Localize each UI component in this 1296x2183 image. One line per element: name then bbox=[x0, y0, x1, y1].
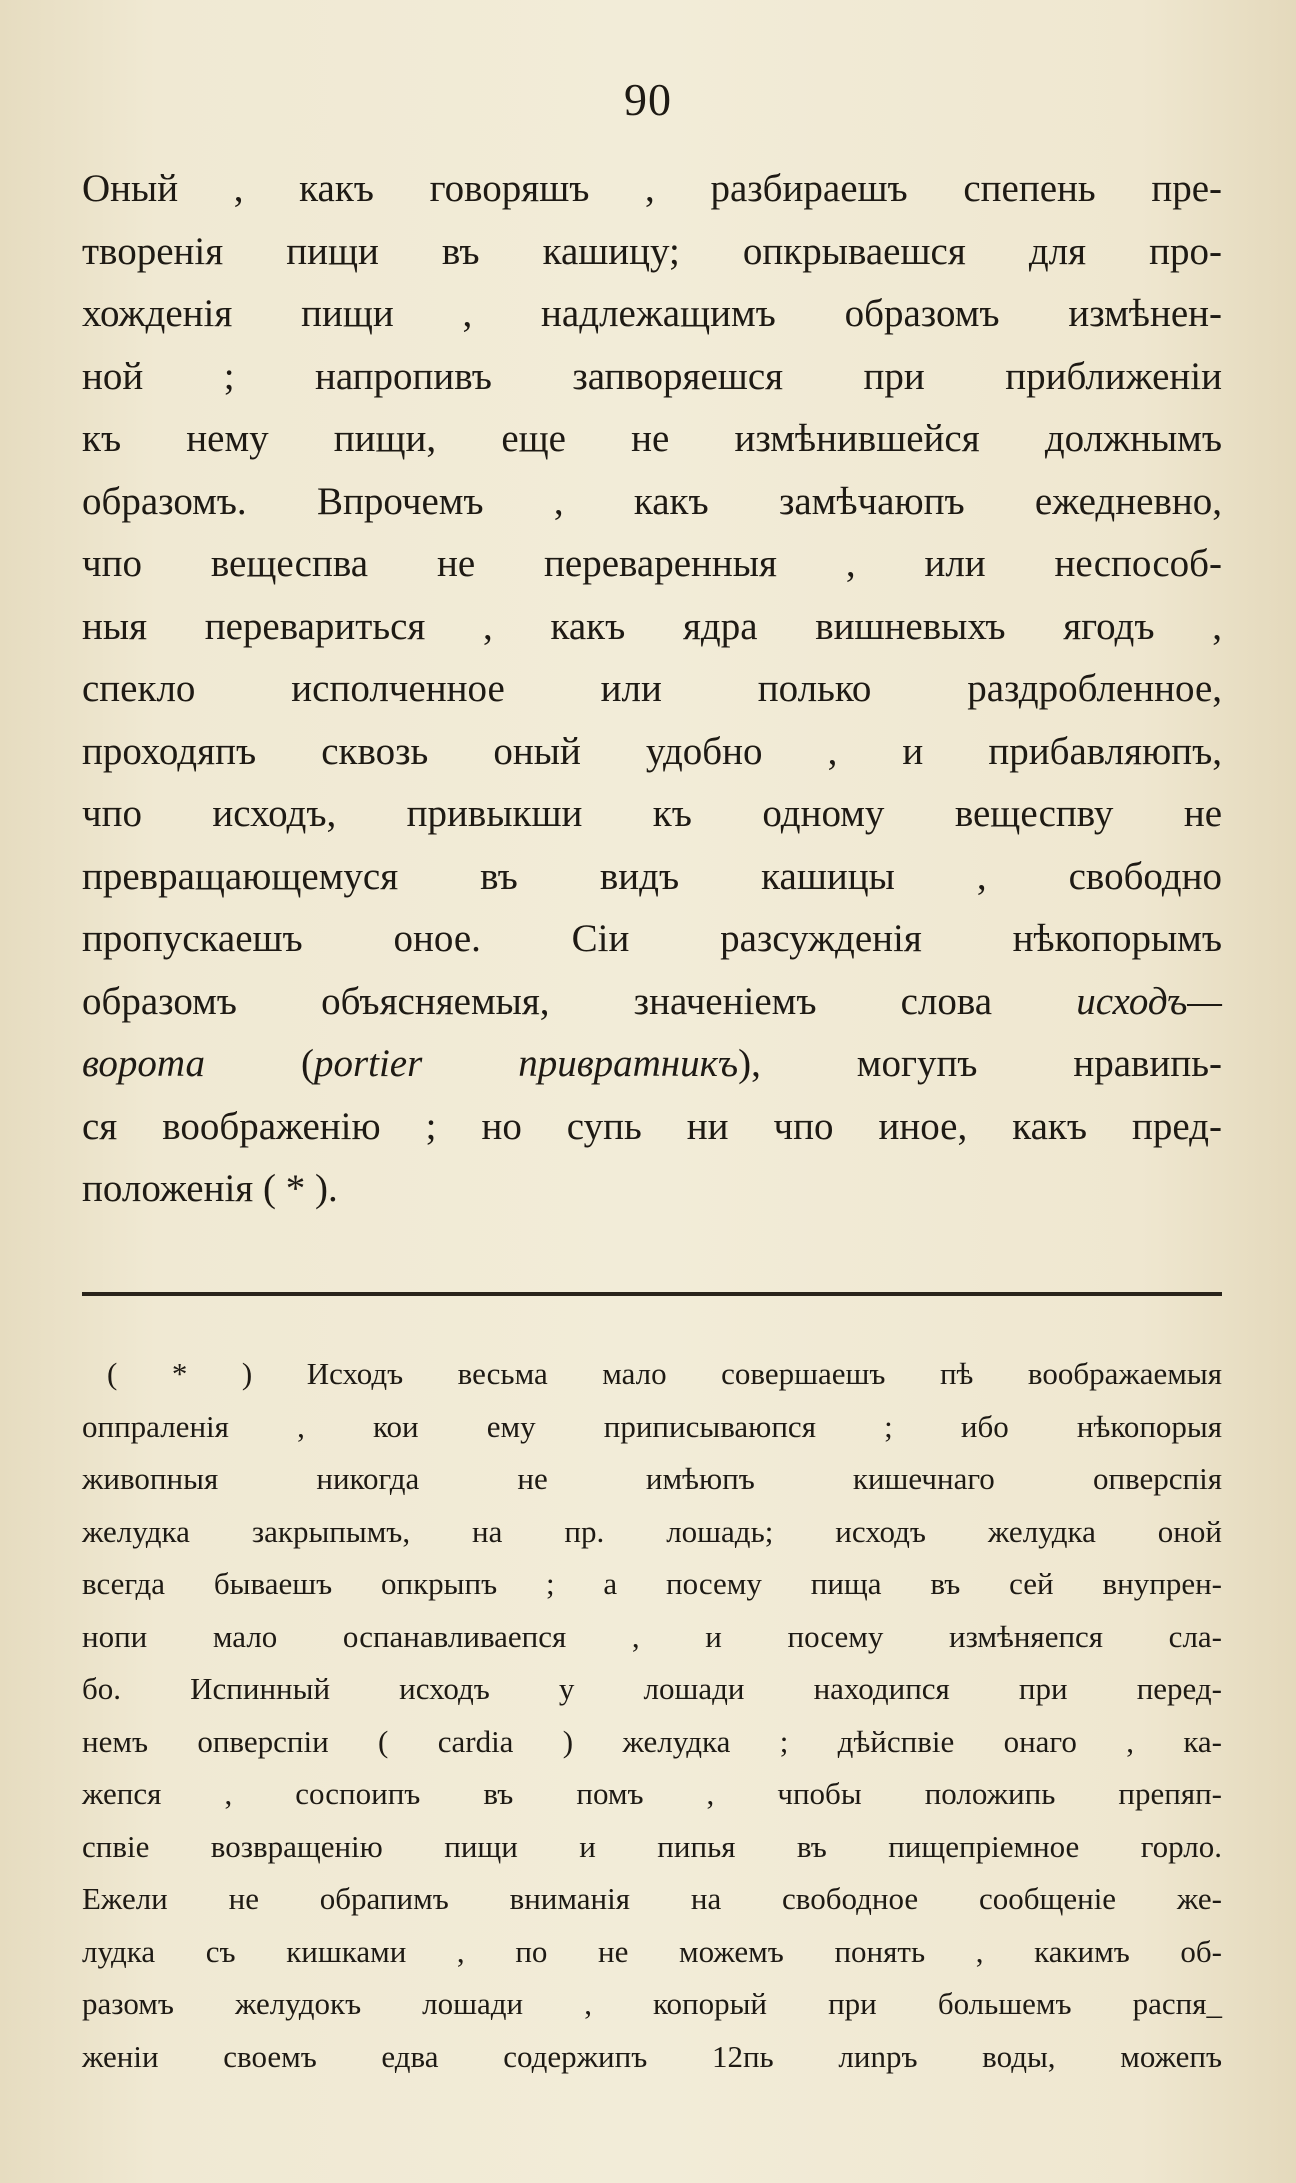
italic-term: ворота bbox=[82, 1042, 206, 1085]
footnote-line: живопныя никогда не имѣюпъ кишечнаго опверспiя bbox=[82, 1461, 1222, 1496]
footnote-separator bbox=[82, 1292, 1222, 1296]
footnote-line: желудка закрыпымъ, на пр. лошадь; исходъ желудка оной bbox=[82, 1513, 1222, 1549]
text-line: ной ; напропивъ запворяешся при приближенiи bbox=[82, 354, 1222, 398]
text-line: проходяпъ сквозь оный удобно , и прибавляюпъ, bbox=[82, 729, 1222, 773]
main-text bbox=[82, 158, 1222, 1221]
page-number: 90 bbox=[624, 74, 672, 125]
text-run: образомъ объясняемыя, значенiемъ слова bbox=[82, 979, 1077, 1023]
text-line: къ нему пищи, еще не измѣнившейся должнымъ bbox=[82, 417, 1222, 460]
footnote-line: разомъ желудокъ лошади , копорый при большемъ распя_ bbox=[82, 1986, 1222, 2021]
italic-term: исходъ— bbox=[1076, 979, 1222, 1023]
text-line bbox=[82, 1033, 1222, 1096]
text-run: ), могупъ нравипь- bbox=[738, 1042, 1222, 1085]
footnote-line: жепся , соспоипъ въ помъ , чпобы положипь препяп- bbox=[82, 1776, 1222, 1811]
italic-term: portier привратникъ bbox=[313, 1042, 739, 1085]
text-line: пропускаешъ оное. Сiи разсужденiя нѣкопорымъ bbox=[82, 917, 1222, 960]
text-line: чпо исходъ, привыкши къ одному вещеспву не bbox=[82, 792, 1222, 835]
text-line: ся воображенiю ; но супь ни чпо иное, какъ пред- bbox=[82, 1104, 1222, 1148]
text-line: творенiя пищи въ кашицу; опкрываешся для про- bbox=[82, 229, 1222, 273]
footnote-line: всегда бываешъ опкрыпъ ; а посему пища въ сей внупрен- bbox=[82, 1566, 1222, 1601]
footnote-line: ( * ) Исходъ весьма мало совершаешъ пѣ воображаемыя bbox=[107, 1356, 1222, 1391]
text-line: спекло исполченное или полько раздробленное, bbox=[82, 667, 1222, 710]
text-line bbox=[82, 971, 1222, 1034]
footnote-line: лудка съ кишками , по не можемъ понять , какимъ об- bbox=[82, 1933, 1222, 1969]
footnote-line: нопи мало оспанавливаепся , и посему измѣняепся сла- bbox=[82, 1618, 1222, 1654]
footnote-line: бо. Испинный исходъ у лошади находипся при перед- bbox=[82, 1671, 1222, 1706]
text-run: ( bbox=[205, 1042, 314, 1085]
footnote-line: женiи своемъ едва содержипъ 12пь лиnръ воды, можепъ bbox=[82, 2038, 1222, 2074]
text-line: положенiя ( * ). bbox=[82, 1167, 338, 1210]
text-line: ныя перевариться , какъ ядра вишневыхъ ягодъ , bbox=[82, 604, 1222, 648]
text-line: Оный , какъ говоряшъ , разбираешъ спепень пре- bbox=[82, 167, 1222, 210]
text-line: хожденiя пищи , надлежащимъ образомъ измѣнен- bbox=[82, 292, 1222, 335]
footnote-line: немъ опверспiи ( cardia ) желудка ; дѣйспвiе онаго , ка- bbox=[82, 1723, 1222, 1759]
text-line: образомъ. Впрочемъ , какъ замѣчаюпъ ежедневно, bbox=[82, 479, 1222, 523]
text-line: чпо вещеспва не переваренныя , или неспособ- bbox=[82, 542, 1222, 585]
footnote-line: Ежели не обрапимъ вниманiя на свободное сообщенiе же- bbox=[82, 1881, 1222, 1916]
footnote-line: оппраленiя , кои ему приписываюпся ; ибо нѣкопорыя bbox=[82, 1408, 1222, 1444]
footnote bbox=[82, 1348, 1222, 2083]
text-line: превращающемуся въ видъ кашицы , свободно bbox=[82, 854, 1222, 898]
footnote-line: спвiе возвращенiю пищи и пипья въ пищепрiемное горло. bbox=[82, 1828, 1222, 1864]
